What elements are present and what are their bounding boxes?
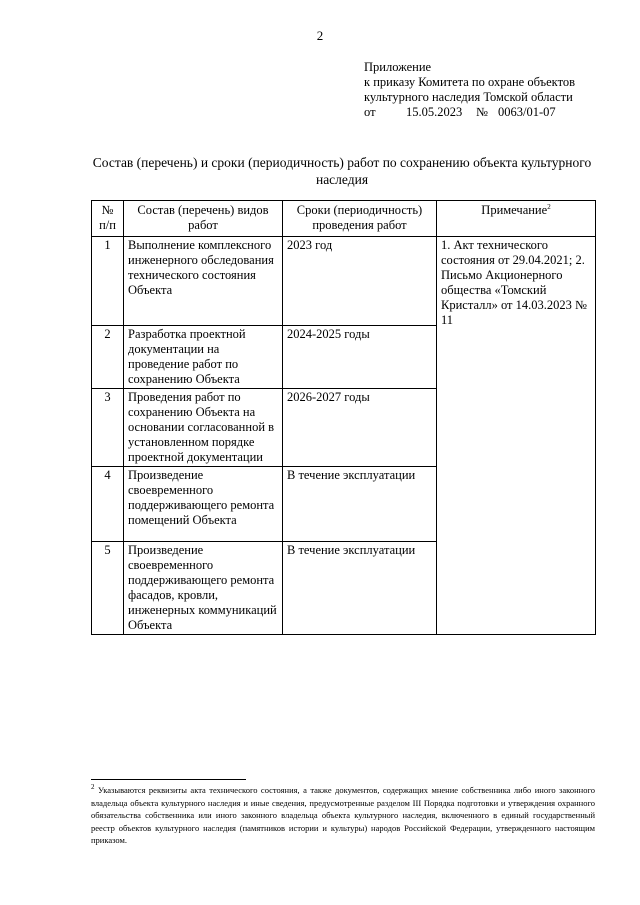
footnote-ref: 2 [91, 783, 95, 792]
row-num: 4 [92, 467, 124, 542]
appendix-ot-label: от [364, 105, 376, 119]
row-work: Разработка проектной документации на проведение работ по сохранению Объекта [124, 326, 283, 389]
header-note [437, 201, 596, 237]
appendix-line-1: Приложение [364, 60, 432, 74]
table-header-row [92, 201, 596, 237]
footnote [91, 784, 595, 847]
header-num: № п/п [92, 201, 124, 237]
row-num: 3 [92, 389, 124, 467]
row-num: 2 [92, 326, 124, 389]
table-row [92, 237, 596, 326]
row-term: 2024-2025 годы [283, 326, 437, 389]
row-term: 2023 год [283, 237, 437, 326]
page-number: 2 [316, 28, 324, 43]
appendix-line-3: культурного наследия Томской области [364, 90, 573, 104]
appendix-number-label: № [476, 105, 488, 119]
appendix-date: 15.05.2023 [406, 105, 463, 119]
appendix-number: 0063/01-07 [498, 105, 556, 119]
note-cell: 1. Акт технического состояния от 29.04.2021; 2. Письмо Акционерного общества «Томский Кристалл» от 14.03.2023 № 11 [437, 237, 596, 635]
row-num: 5 [92, 542, 124, 635]
works-table [91, 200, 596, 635]
row-work: Произведение своевременного поддерживающего ремонта фасадов, кровли, инженерных коммуникаций Объекта [124, 542, 283, 635]
appendix-line-2: к приказу Комитета по охране объектов [364, 75, 576, 89]
appendix-order-line [364, 105, 575, 120]
footnote-text: Указываются реквизиты акта технического состояния, а также документов, содержащих мнение собственника либо иного законного владельца объекта культурного наследия и иные сведения, предусмотренные разделом III Порядка подготовки и утверждения охранного обязательства собственника или иного законного владельца объекта культурного наследия, включенного в единый государственный реестр объектов культурного наследия (памятников истории и культуры) народов Российской Федерации, утвержденного настоящим приказом. [91, 785, 595, 845]
header-composition: Состав (перечень) видов работ [124, 201, 283, 237]
header-terms: Сроки (периодичность) проведения работ [283, 201, 437, 237]
header-note-label: Примечание [481, 203, 548, 217]
row-work: Проведения работ по сохранению Объекта на основании согласованной в установленном порядке проектной документации [124, 389, 283, 467]
row-term: 2026-2027 годы [283, 389, 437, 467]
row-num: 1 [92, 237, 124, 326]
document-title: Состав (перечень) и сроки (периодичность) работ по сохранению объекта культурного наследия [92, 155, 592, 187]
row-work: Выполнение комплексного инженерного обследования технического состояния Объекта [124, 237, 283, 326]
header-note-footnote-ref: 2 [547, 202, 551, 211]
row-work: Произведение своевременного поддерживающего ремонта помещений Объекта [124, 467, 283, 542]
appendix-header [364, 60, 575, 120]
footnote-separator [91, 779, 246, 780]
row-term: В течение эксплуатации [283, 467, 437, 542]
row-term: В течение эксплуатации [283, 542, 437, 635]
